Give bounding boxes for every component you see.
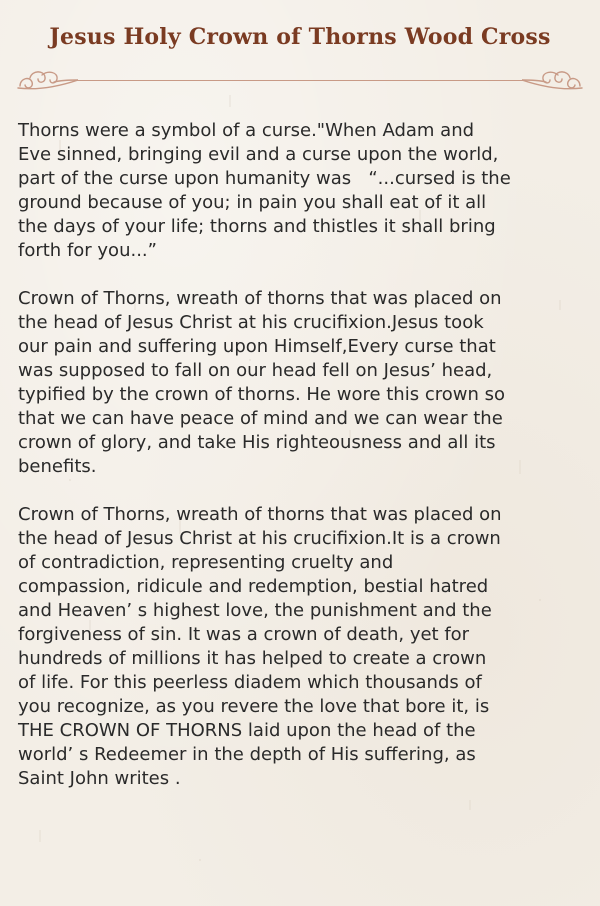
text-line: crown of glory, and take His righteousness and all its [18,432,496,453]
paragraph-2 [18,287,586,479]
text-line: compassion, ridicule and redemption, bestial hatred [18,576,489,597]
text-line: part of the curse upon humanity was “...cursed is the [18,168,511,189]
text-line: you recognize, as you revere the love that bore it, is [18,696,490,717]
text-line: ground because of you; in pain you shall eat of it all [18,192,487,213]
text-line: of contradiction, representing cruelty and [18,552,394,573]
text-line: typified by the crown of thorns. He wore this crown so [18,384,505,405]
text-line: Saint John writes . [18,768,181,789]
text-line: hundreds of millions it has helped to create a crown [18,648,487,669]
title-divider [0,66,600,96]
page-title: Jesus Holy Crown of Thorns Wood Cross [49,24,551,50]
text-line: Crown of Thorns, wreath of thorns that was placed on [18,504,502,525]
cloud-scroll-ornament-icon [522,66,586,96]
text-line: forth for you...” [18,240,157,261]
text-line: the head of Jesus Christ at his crucifixion.Jesus took [18,312,484,333]
text-line: the days of your life; thorns and thistles it shall bring [18,216,496,237]
text-line: was supposed to fall on our head fell on Jesus’ head, [18,360,493,381]
text-line: benefits. [18,456,97,477]
text-line: Thorns were a symbol of a curse."When Adam and [18,120,475,141]
text-line: the head of Jesus Christ at his crucifixion.It is a crown [18,528,501,549]
text-line: that we can have peace of mind and we can wear the [18,408,503,429]
paragraph-1 [18,119,586,263]
text-line: of life. For this peerless diadem which thousands of [18,672,482,693]
divider-line [74,80,526,81]
paragraph-3 [18,503,586,791]
cloud-scroll-ornament-icon [14,66,78,96]
text-line: world’ s Redeemer in the depth of His suffering, as [18,744,476,765]
text-line: and Heaven’ s highest love, the punishment and the [18,600,492,621]
text-line: THE CROWN OF THORNS laid upon the head of the [18,720,476,741]
text-line: Eve sinned, bringing evil and a curse upon the world, [18,144,499,165]
text-line: Crown of Thorns, wreath of thorns that was placed on [18,288,502,309]
text-line: forgiveness of sin. It was a crown of death, yet for [18,624,470,645]
text-line: our pain and suffering upon Himself,Every curse that [18,336,496,357]
article-body [18,119,586,815]
